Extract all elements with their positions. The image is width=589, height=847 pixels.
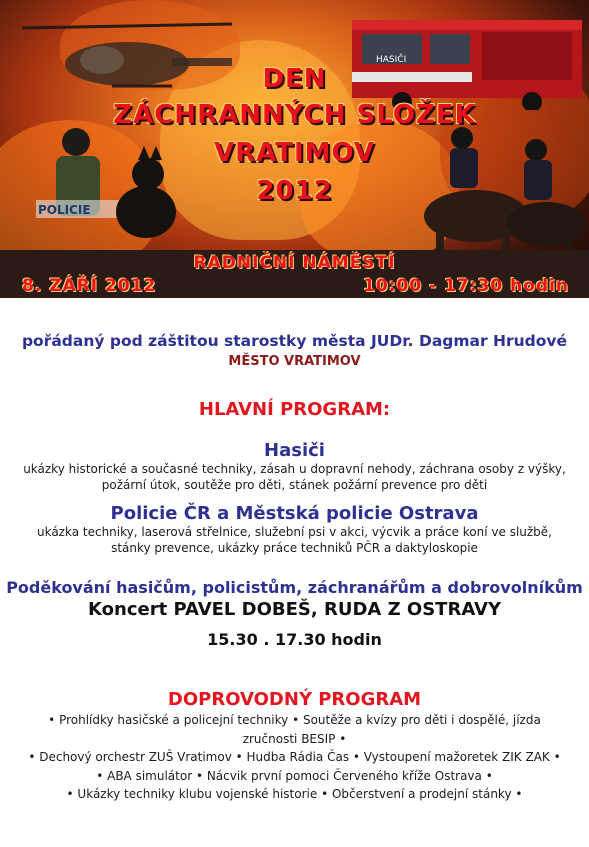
firefighters-desc-line-1: ukázky historické a současné techniky, zásah u dopravní nehody, záchrana osoby z výšky, (23, 462, 566, 476)
event-title-line-1: DEN (262, 64, 327, 94)
thanks-line: Poděkování hasičům, policistům, záchranářům a dobrovolníkům (6, 578, 583, 597)
firefighters-title: Hasiči (264, 440, 325, 461)
event-date: 8. ZÁŘÍ 2012 (22, 276, 157, 296)
police-title: Policie ČR a Městská policie Ostrava (110, 503, 479, 524)
event-place: RADNIČNÍ NÁMĚSTÍ (193, 253, 396, 273)
town-name: MĚSTO VRATIMOV (228, 354, 361, 369)
side-program-heading: DOPROVODNÝ PROGRAM (167, 689, 422, 710)
event-title-line-2: ZÁCHRANNÝCH SLOŽEK (113, 100, 476, 130)
patronage-line: pořádaný pod záštitou starostky města JUDr. Dagmar Hrudové (21, 332, 568, 350)
police-label: POLICIE (38, 203, 91, 217)
police-desc-line-1: ukázka techniky, laserová střelnice, služební psi v akci, výcvik a práce koní ve službě, (36, 525, 552, 539)
concert-line: Koncert PAVEL DOBEŠ, RUDA Z OSTRAVY (88, 599, 501, 620)
police-desc-line-2: stánky prevence, ukázky práce techniků PČR a daktyloskopie (111, 541, 478, 555)
side-program-line-1: • Prohlídky hasičské a policejní techniky • Soutěže a kvízy pro děti i dospělé, jízda (48, 713, 541, 727)
firefighters-desc-line-2: požární útok, soutěže pro děti, stánek požární prevence pro děti (101, 478, 488, 492)
side-program-line-5: • Ukázky techniky klubu vojenské historie • Občerstvení a prodejní stánky • (66, 787, 523, 801)
main-program-heading: HLAVNÍ PROGRAM: (198, 399, 391, 420)
event-title-line-3: VRATIMOV (213, 138, 376, 168)
concert-hours: 15.30 . 17.30 hodin (207, 630, 382, 649)
event-time: 10:00 - 17:30 hodin (363, 276, 569, 296)
side-program-line-3: • Dechový orchestr ZUŠ Vratimov • Hudba Rádia Čas • Vystoupení mažoretek ZIK ZAK • (28, 750, 561, 764)
poster-content (0, 326, 589, 803)
event-title-year: 2012 (256, 176, 333, 206)
truck-label: HASIČI (376, 55, 407, 65)
side-program-line-2: zručnosti BESIP • (242, 731, 347, 746)
side-program-line-4: • ABA simulátor • Nácvik první pomoci Červeného kříže Ostrava • (96, 768, 493, 783)
poster-banner (0, 0, 589, 298)
